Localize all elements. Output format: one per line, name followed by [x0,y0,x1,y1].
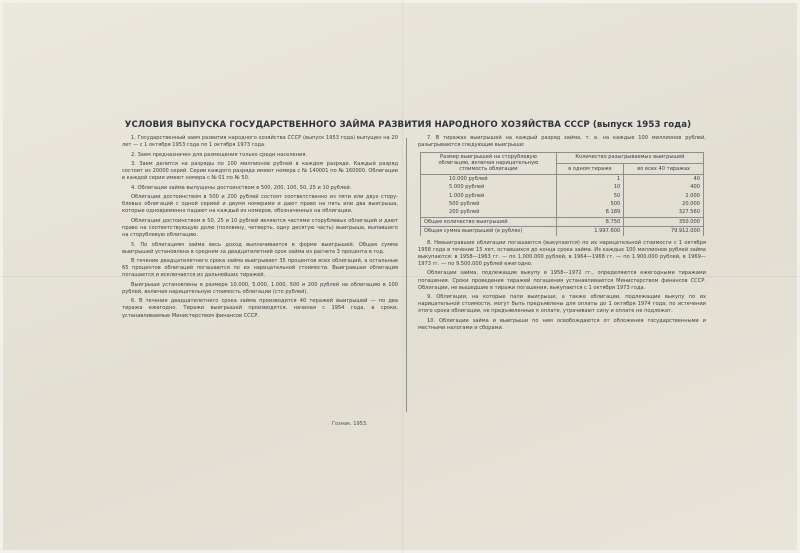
table-row [421,208,704,217]
table-row [421,200,704,208]
prize-table [420,152,704,236]
total-sum-row [421,227,704,236]
prize-label: 200 рублей [421,208,557,217]
prize-one-draw: 1 [556,174,623,183]
prize-all-draws: 2.000 [624,192,704,200]
prize-one-draw: 10 [556,183,623,191]
header-prize-size: Размер выигрышей на сторублевую облигацию, включая нарицательную стоимость облигации [421,152,557,174]
vertical-fold-line [402,0,403,553]
table-row [421,183,704,191]
condition-paragraph: 6. В течение двадцатилетнего срока займа производится 40 тиражей выигрышей — по два тиража ежегодно. Тиражи выигрышей производятся, начиная с 1954 года, в сроки, устанавливаемые Министерством финансов СССР. [122,298,398,319]
condition-paragraph: 10. Облигации займа и выигрыши по ним освобождаются от обложения государственными и местными налогами и сборами. [418,317,706,331]
condition-paragraph: 9. Облигации, на которые пали выигрыши, а также облигации, подлежащие выкупу по их нарицательной стоимости, могут быть предъявлены для оплаты до 1 октября 1974 года; по истечении этого срока облигации, не предъявленные к оплате, утрачивают силу и оплате не подлежат. [418,294,706,315]
column-divider [406,138,407,412]
document-title: УСЛОВИЯ ВЫПУСКА ГОСУДАРСТВЕННОГО ЗАЙМА РАЗВИТИЯ НАРОДНОГО ХОЗЯЙСТВА СССР (выпуск 1953 года) [124,120,692,130]
total-sum-label: Общая сумма выигрышей (в рублях) [421,227,557,236]
condition-paragraph: 4. Облигации займа выпущены достоинством в 500, 200, 100, 50, 25 и 10 рублей. [131,184,352,191]
condition-paragraph: Облигации достоинством в 500 и 200 рублей состоят соответственно из пяти или двух сторублевых облигаций с одной серией и двумя номерами и дают право на пять или два выигрыша, которые одновременно падают на каждый из номеров, обозначенных на облигации. [122,194,398,215]
total-count-one: 8.750 [556,217,623,226]
table-header-row [421,152,704,163]
prize-label: 5.000 рублей [421,183,557,191]
condition-paragraph: 2. Заем предназначен для размещения только среди населения. [131,151,308,158]
total-sum-all: 79.912.000 [624,227,704,236]
condition-paragraph: В течение двадцатилетнего срока займа выигрывает 35 процентов всех облигаций, а остальные 65 процентов облигаций погашаются по их нарицательной стоимости. Выигравшая облигация погашается и исключается из дальнейших тиражей. [122,258,398,279]
prize-all-draws: 40 [624,174,704,183]
prize-all-draws: 327.560 [624,208,704,217]
condition-paragraph: 3. Заем делится на разряды по 100 миллионов рублей в каждом разряде. Каждый разряд состоит из 20000 серий. Серии каждого разряда имеют номера с № 140001 по № 160000. Облигации в каждой серии имеют номера с № 01 по № 50. [122,161,398,182]
header-prize-count: Количество разыгрываемых выигрышей [556,152,703,163]
total-sum-one: 1.997.600 [556,227,623,236]
condition-paragraph: Выигрыши установлены в размере 10.000, 5.000, 1.000, 500 и 200 рублей на облигацию в 100 рублей, включая нарицательную стоимость облигации (сто рублей). [122,281,398,295]
condition-paragraph: 5. По облигациям займа весь доход выплачивается в форме выигрышей. Общая сумма выигрышей установлена в среднем за двадцатилетний срок займа из расчета 3 процента в год. [122,241,398,255]
header-all-draws: во всех 40 тиражах [624,163,704,174]
condition-paragraph: Облигации займа, подлежащие выкупу в 1958—1972 гг., определяются ежегодными тиражами погашения. Сроки проведения тиражей погашения устанавливаются Министерством финансов СССР. Облигации, не вышедшие в тиражи погашения, выкупаются с 1 октября 1973 года. [418,270,706,291]
table-row [421,174,704,183]
prize-one-draw: 500 [556,200,623,208]
total-count-label: Общее количество выигрышей [421,217,557,226]
paper-edge-top [0,0,800,3]
condition-paragraph: Облигации достоинством в 50, 25 и 10 рублей являются частями сторублевых облигаций и дают право на соответствующую долю (половину, четверть, одну десятую часть) выигрыша, выпавшего на сторублевую облигацию. [122,217,398,239]
prize-label: 500 рублей [421,200,557,208]
conditions-left-column [122,135,398,435]
printer-imprint: Гознак. 1953. [332,421,368,427]
prize-one-draw: 50 [556,192,623,200]
prize-intro-paragraph: 7. В тиражах выигрышей на каждый разряд займа, т. е. на каждые 100 миллионов рублей, разыгрываются следующие выигрыши: [418,135,706,149]
table-row [421,192,704,200]
total-count-row [421,217,704,226]
prize-label: 10.000 рублей [421,174,557,183]
header-one-draw: в одном тираже [556,163,623,174]
total-count-all: 350.000 [624,217,704,226]
condition-paragraph: 1. Государственный заем развития народного хозяйства СССР (выпуск 1953 года) выпущен на 20 лет — с 1 октября 1953 года по 1 октября 1973 года. [122,135,398,149]
prize-label: 1.000 рублей [421,192,557,200]
conditions-right-column [418,135,706,415]
prize-one-draw: 8.189 [556,208,623,217]
prize-all-draws: 20.000 [624,200,704,208]
condition-paragraph: 8. Невыигравшие облигации погашаются (выкупаются) по их нарицательной стоимости с 1 октября 1958 года в течение 15 лет, оставшихся до конца срока займа. Из каждых 100 миллионов рублей займа выкупаются: в 1958—1963 гг. — по 1.000.000 рублей, в 1964—1968 гг. — по 1.900.000 рублей, в 1969—1973 гг. — по 9.500.000 рублей ежегодно. [418,239,706,267]
prize-all-draws: 400 [624,183,704,191]
